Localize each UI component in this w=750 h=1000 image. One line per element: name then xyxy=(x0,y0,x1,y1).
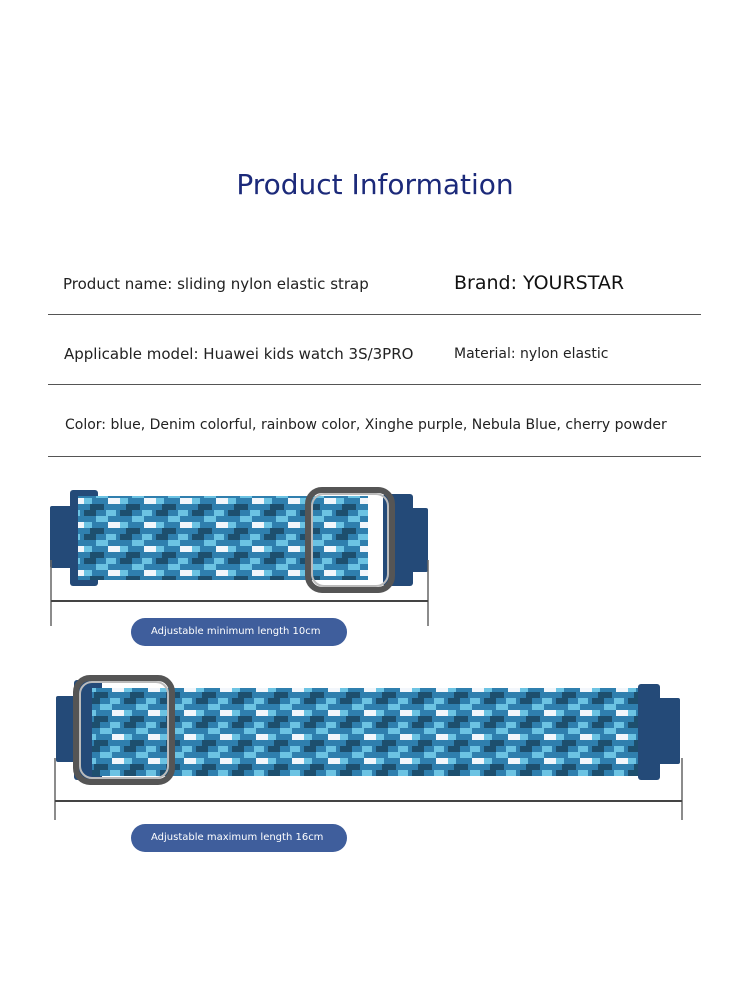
divider xyxy=(48,314,701,315)
divider xyxy=(48,456,701,457)
divider xyxy=(48,384,701,385)
measure-line-max xyxy=(52,758,686,824)
brand: Brand: YOURSTAR xyxy=(454,272,625,294)
product-name: Product name: sliding nylon elastic strap xyxy=(63,275,369,293)
material: Material: nylon elastic xyxy=(454,346,609,362)
color-list: Color: blue, Denim colorful, rainbow color, Xinghe purple, Nebula Blue, cherry powder xyxy=(65,417,667,433)
min-length-label: Adjustable minimum length 10cm xyxy=(131,618,347,646)
max-length-label: Adjustable maximum length 16cm xyxy=(131,824,347,852)
applicable-model: Applicable model: Huawei kids watch 3S/3PRO xyxy=(64,345,414,363)
page-title: Product Information xyxy=(236,168,514,201)
